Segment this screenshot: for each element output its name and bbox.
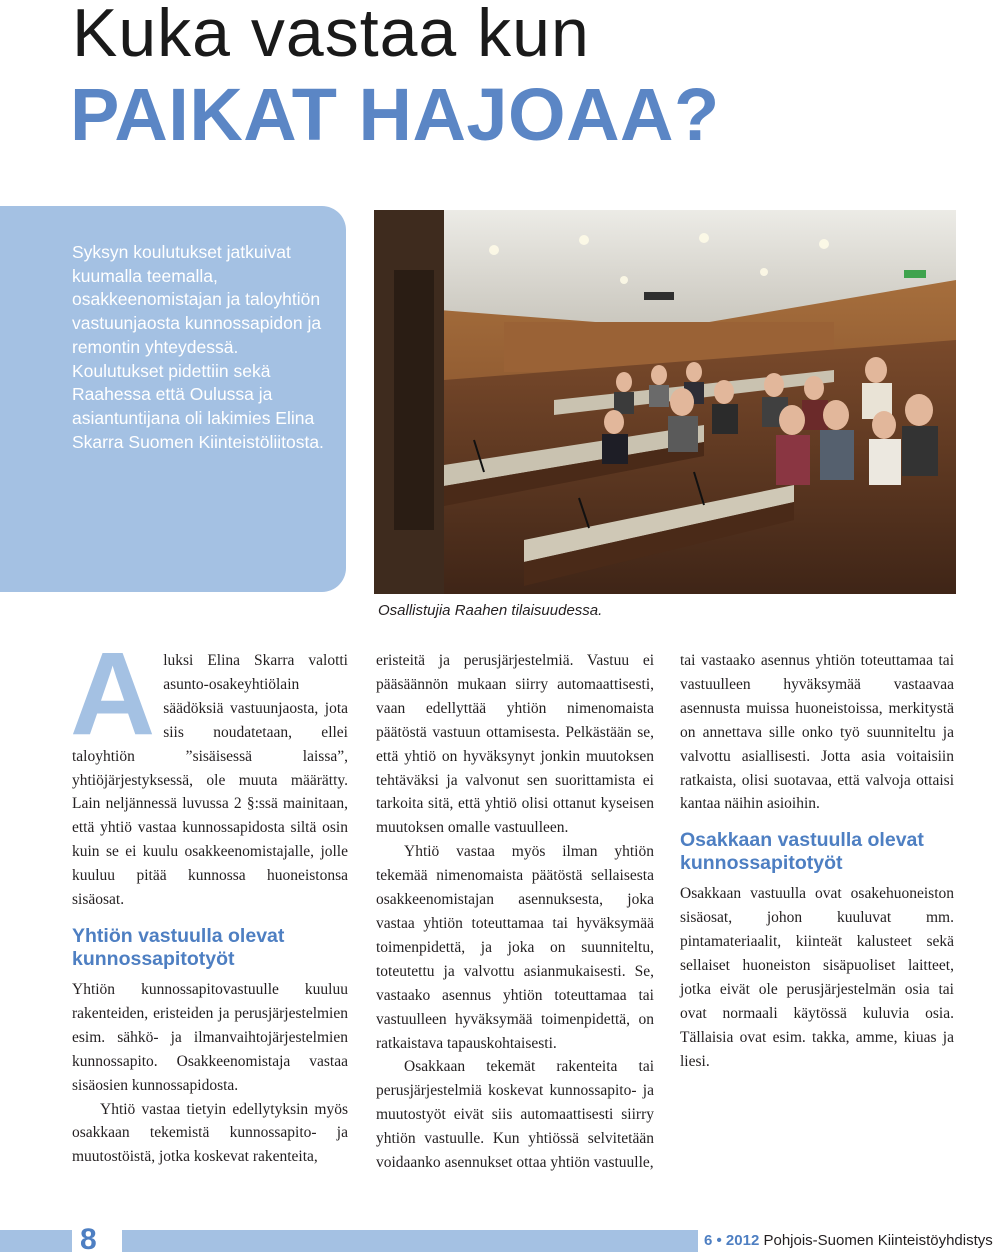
article-column-3	[680, 649, 954, 1074]
article-photo	[374, 210, 956, 594]
article-column-1	[70, 628, 348, 1169]
article-paragraph-4: Yhtiö vastaa myös ilman yhtiön tekemää nimenomaista päätöstä sellaisesta osakkeenomistajan asennuksesta, joka vastaa yhtiön toteuttamaa tai hyväksymää toimenpidettä, ja joka on suunniteltu, toteutettu ja valvottu asianmukaisesti. Se, vastaako asennus yhtiön toteuttamaa tai vastuulleen hyväksymää toimenpidettä, on ratkaistava tapauskohtaisesti.	[376, 843, 654, 1052]
issue-number: 6 • 2012	[704, 1232, 760, 1249]
article-paragraph-1: luksi Elina Skarra valotti asunto-osakeyhtiölain säädöksiä vastuunjaosta, jota siis noudatetaan, ellei taloyhtiön ”sisäisessä laissa”, yhtiöjärjestyksessä, ole muuta määrätty. Lain neljännessä luvussa 2 §:ssä mainitaan, että yhtiö vastaa kunnossapidosta siltä osin kuin se ei kuulu osakkeenomistajalle, jolle kuuluu pitää kunnossa huoneistonsa sisäosat.	[72, 652, 348, 909]
article-paragraph-6: Osakkaan vastuulla ovat osakehuoneiston sisäosat, johon kuuluvat mm. pintamateriaalit, kiinteät kalusteet sekä sellaiset huoneiston sisäpuoliset laitteet, jotka eivät ole perusjärjestelmän osia tai ovat normaali käytössä kuluvia osia. Tällaisia ovat esim. takka, amme, kiuas ja liesi.	[680, 885, 954, 1070]
article-paragraph-3-continued: eristeitä ja perusjärjestelmiä. Vastuu ei pääsäännön mukaan siirry automaattisesti, vaan edellyttää yhtiön nimenomaista päätöstä vastuun ottamisesta. Pelkästään se, että yhtiö on hyväksynyt jonkin muutoksen tehtäväksi ja valvonut sen suorittamista ei tarkoita sitä, että yhtiö olisi ottanut kyseisen muutoksen omalle vastuulleen.	[376, 652, 654, 837]
intro-text: Syksyn koulutukset jatkuivat kuumalla teemalla, osakkeenomistajan ja taloyhtiön vastuunjaosta kunnossapidon ja remontin yhteydessä. Koulutukset pidettiin sekä Raahessa että Oulussa ja asiantuntijana oli lakimies Elina Skarra Suomen Kiinteistöliitosta.	[72, 242, 324, 452]
page-number: 8	[80, 1223, 97, 1256]
footer-bar-right	[122, 1230, 698, 1252]
footer-text	[704, 1232, 993, 1249]
article-paragraph-5: Osakkaan tekemät rakenteita tai perusjärjestelmiä koskevat kunnossapito- ja muutostyöt eivät siis automaattisesti siirry yhtiön vastuulle. Kun yhtiössä selvitetään voidaanko asennukset ottaa yhtiön vastuulle,	[376, 1058, 654, 1172]
footer-bar-left	[0, 1230, 72, 1252]
publisher-name: Pohjois-Suomen Kiinteistöyhdistys	[763, 1232, 993, 1249]
subheading-company-responsibility: Yhtiön vastuulla olevat kunnossapitotyöt	[72, 924, 285, 970]
article-column-2	[376, 649, 654, 1175]
headline-line-1: Kuka vastaa kun	[72, 0, 590, 71]
photo-caption: Osallistujia Raahen tilaisuudessa.	[378, 602, 603, 619]
headline-line-2: PAIKAT HAJOAA?	[70, 73, 720, 156]
seminar-room-photo	[374, 210, 956, 594]
article-lead-paragraph	[70, 628, 348, 912]
drop-cap: A	[70, 628, 156, 760]
article-paragraph-5-continued: tai vastaako asennus yhtiön toteuttamaa tai vastuulleen hyväksymää vastaavaa asennusta muissa huoneistoissa, merkitystä on annettava sille onko työ suunniteltu ja valvottu asiallisesti. Jotta asia voitaisiin ratkaista, olisi suotavaa, että valvoja ottaisi kantaa näihin asioihin.	[680, 652, 954, 813]
article-paragraph-3: Yhtiö vastaa tietyin edellytyksin myös osakkaan tekemistä kunnossapito- ja muutostöistä, jotka koskevat rakenteita,	[72, 1100, 348, 1166]
subheading-owner-responsibility: Osakkaan vastuulla olevat kunnossapitotyöt	[680, 829, 924, 875]
article-paragraph-2: Yhtiön kunnossapitovastuulle kuuluu rakenteiden, eristeiden ja perusjärjestelmien esim. sähkö- ja ilmanvaihtojärjestelmien kunnossapito. Osakkeenomistaja vastaa sisäosien kunnossapidosta.	[72, 980, 348, 1094]
